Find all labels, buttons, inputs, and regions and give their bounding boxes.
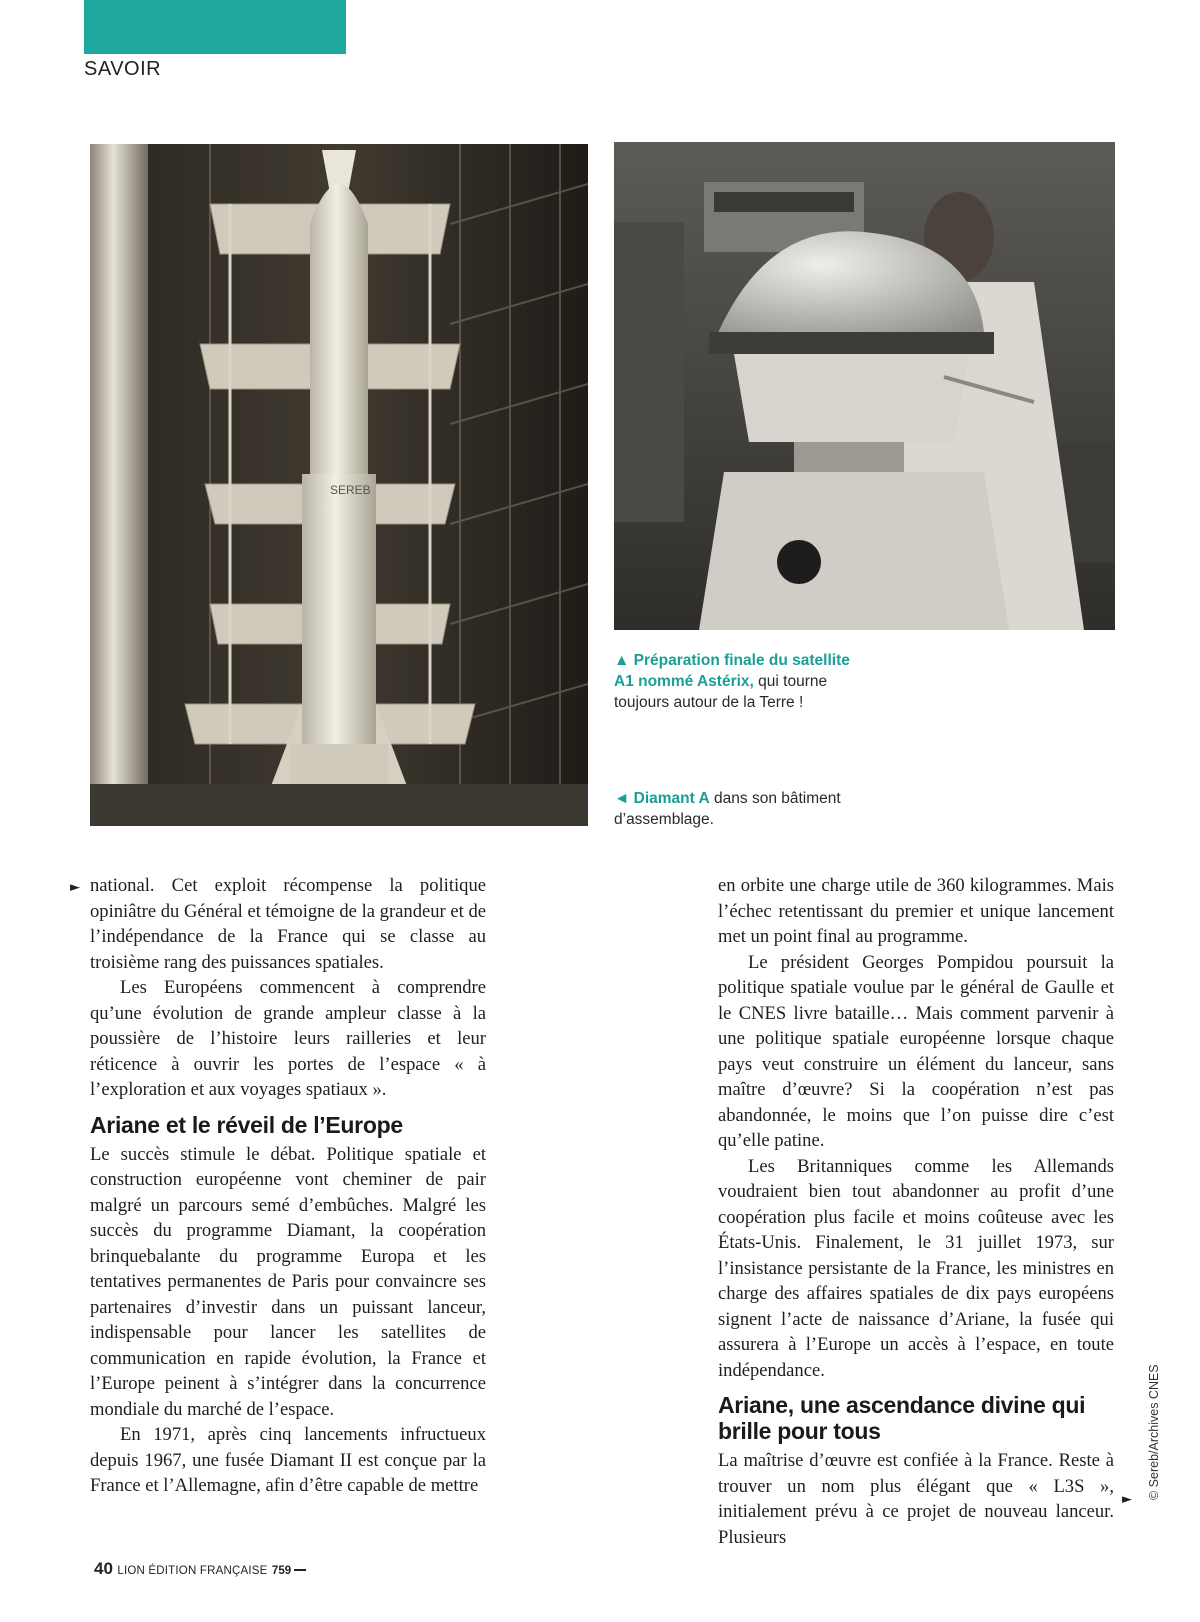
paragraph: national. Cet exploit récompense la politique opiniâtre du Général et témoigne de la grandeur et de l’indépendance de la France qui se classe au troisième rang des puissances spatiales.: [90, 875, 486, 973]
paragraph: Les Européens commencent à comprendre qu’une évolution de grande ampleur classe à la poussière de l’histoire leurs railleries et leur réticence à ouvrir les portes de l’espace « à l’exploration et aux voyages spatiaux ».: [90, 977, 486, 1100]
continued-from-arrow-icon: ►: [70, 880, 80, 895]
page-footer: [94, 1559, 306, 1579]
caption-satellite-text: qui tourne toujours autour de la Terre !: [614, 673, 828, 711]
publication-name: LION ÉDITION FRANÇAISE: [117, 1565, 268, 1577]
photo-satellite-asterix: [614, 142, 1115, 630]
caption-rocket-highlight: ◄ Diamant A: [614, 790, 710, 807]
photo-credit: © Sereb/Archives CNES: [1147, 1364, 1161, 1500]
article-column-left: [90, 873, 486, 1499]
subheading-ariane-divine: Ariane, une ascendance divine qui brille pour tous: [718, 1392, 1086, 1444]
article-column-right: [718, 873, 1114, 1550]
caption-satellite: [614, 650, 854, 713]
caption-satellite-highlight: ▲ Préparation finale du satellite A1 nommé Astérix,: [614, 652, 850, 690]
paragraph: en orbite une charge utile de 360 kilogrammes. Mais l’échec retentissant du premier et unique lancement met un point final au programme.: [718, 875, 1114, 947]
issue-number: 759: [271, 1565, 292, 1577]
photo-diamant-rocket: [90, 144, 588, 826]
caption-rocket-text: dans son bâtiment d’assemblage.: [614, 790, 841, 828]
paragraph: En 1971, après cinq lancements infructueux depuis 1967, une fusée Diamant II est conçue par la France et l’Allemagne, afin d’être capable de mettre: [90, 1424, 486, 1496]
continues-arrow-icon: ►: [1122, 1492, 1132, 1507]
rocket-label-sereb: SEREB: [330, 483, 371, 497]
footer-rule: [294, 1569, 306, 1571]
paragraph: Le président Georges Pompidou poursuit la politique spatiale voulue par le général de Gaulle et le CNES livre bataille… Mais comment parvenir à une politique spatiale européenne lorsque chaque pays veut construire un élément du lanceur, sans maître d’œuvre? Si la coopération n’est pas abandonnée, le moins que l’on puisse dire c’est qu’elle patine.: [718, 951, 1114, 1151]
paragraph: La maîtrise d’œuvre est confiée à la France. Reste à trouver un nom plus élégant que « L3S », initialement prévu à ce projet de nouveau lanceur. Plusieurs: [718, 1450, 1114, 1548]
paragraph: Le succès stimule le débat. Politique spatiale et construction européenne vont cheminer de pair malgré un parcours semé d’embûches. Malgré les succès du programme Diamant, la coopération brinquebalante du programme Europa et les tentatives permanentes de Paris pour convaincre ses partenaires d’investir dans un puissant lanceur, indispensable pour lancer les satellites de communication en rapide évolution, la France et l’Europe peinent à s’intégrer dans la concurrence mondiale du marché de l’espace.: [90, 1143, 486, 1420]
page-number: 40: [94, 1559, 113, 1578]
subheading-ariane-europe: Ariane et le réveil de l’Europe: [90, 1111, 403, 1138]
caption-rocket: [614, 788, 844, 830]
section-label: SAVOIR: [84, 58, 162, 80]
section-accent-bar: [84, 0, 346, 54]
paragraph: Les Britanniques comme les Allemands voudraient bien tout abandonner au profit d’une coopération plus facile et moins coûteuse avec les États-Unis. Finalement, le 31 juillet 1973, sur l’insistance persistante de la France, les ministres en charge des affaires spatiales de dix pays européens signent l’acte de naissance d’Ariane, la fusée qui assurera à l’Europe un accès à l’espace, en toute indépendance.: [718, 1155, 1114, 1381]
